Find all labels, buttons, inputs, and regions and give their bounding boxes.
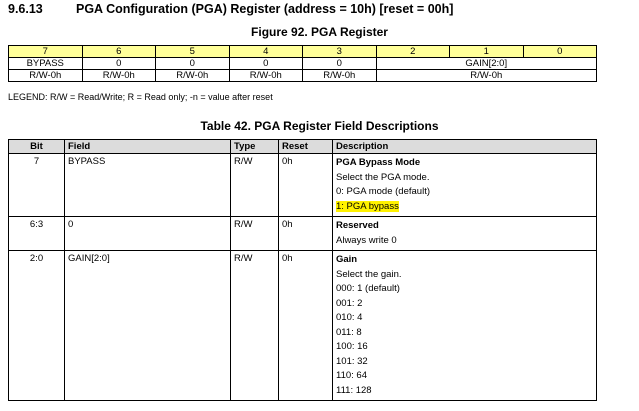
description-line: 001: 2 [336,297,363,309]
section-number: 9.6.13 [8,2,43,16]
description-line: 100: 16 [336,341,368,352]
row-description [333,217,597,251]
header-description: Description [333,140,597,154]
header-type: Type [231,140,279,154]
bit-number: 0 [523,46,597,58]
figure-title: Figure 92. PGA Register [251,25,388,39]
row-description [333,251,597,401]
description-line: 010: 4 [336,312,363,323]
row-field: BYPASS [65,154,231,217]
row-description [333,154,597,217]
row-type: R/W [231,217,279,251]
bit-number: 4 [229,46,303,58]
description-title: Reserved [336,220,379,231]
bit-number: 2 [376,46,450,58]
bit-number: 7 [9,46,83,58]
bit-number-row [9,46,597,58]
row-reset: 0h [279,154,333,217]
field-name: 0 [156,58,230,70]
access-value: R/W-0h [376,70,597,82]
description-title: Gain [336,254,358,265]
field-name: 0 [303,58,377,70]
highlighted-description-line: 1: PGA bypass [336,200,399,212]
row-type: R/W [231,251,279,401]
header-field: Field [65,140,231,154]
table-row [9,217,597,251]
table-row [9,251,597,401]
table-row [9,154,597,217]
bit-number: 5 [156,46,230,58]
field-name: 0 [82,58,156,70]
bit-number: 1 [450,46,524,58]
table-header-row [9,140,597,154]
description-line: 011: 8 [336,326,362,338]
description-line: Always write 0 [336,234,397,246]
row-reset: 0h [279,251,333,401]
row-bit: 7 [9,154,65,217]
description-line: Select the PGA mode. [336,171,430,183]
access-value: R/W-0h [82,70,156,82]
description-line: 000: 1 (default) [336,283,400,294]
description-line: 0: PGA mode (default) [336,186,430,197]
description-title: PGA Bypass Mode [336,157,421,168]
access-row [9,70,597,82]
register-bitmap [8,45,597,82]
row-field: GAIN[2:0] [65,251,231,401]
header-bit: Bit [9,140,65,154]
row-field: 0 [65,217,231,251]
description-line: 110: 64 [336,370,367,381]
row-bit: 2:0 [9,251,65,401]
field-name-row [9,58,597,70]
description-line: Select the gain. [336,268,402,280]
field-descriptions-table [8,139,597,401]
header-reset: Reset [279,140,333,154]
field-name: BYPASS [9,58,83,70]
row-bit: 6:3 [9,217,65,251]
bit-number: 3 [303,46,377,58]
access-value: R/W-0h [303,70,377,82]
access-value: R/W-0h [156,70,230,82]
field-name: GAIN[2:0] [376,58,597,70]
row-type: R/W [231,154,279,217]
description-line: 111: 128 [336,384,372,396]
description-line: 101: 32 [336,355,368,367]
table-title: Table 42. PGA Register Field Descriptions [200,119,439,133]
legend: LEGEND: R/W = Read/Write; R = Read only; -n = value after reset [8,92,273,102]
field-name: 0 [229,58,303,70]
bit-number: 6 [82,46,156,58]
access-value: R/W-0h [9,70,83,82]
section-heading [8,2,453,16]
row-reset: 0h [279,217,333,251]
access-value: R/W-0h [229,70,303,82]
section-title: PGA Configuration (PGA) Register (address = 10h) [reset = 00h] [76,2,454,16]
